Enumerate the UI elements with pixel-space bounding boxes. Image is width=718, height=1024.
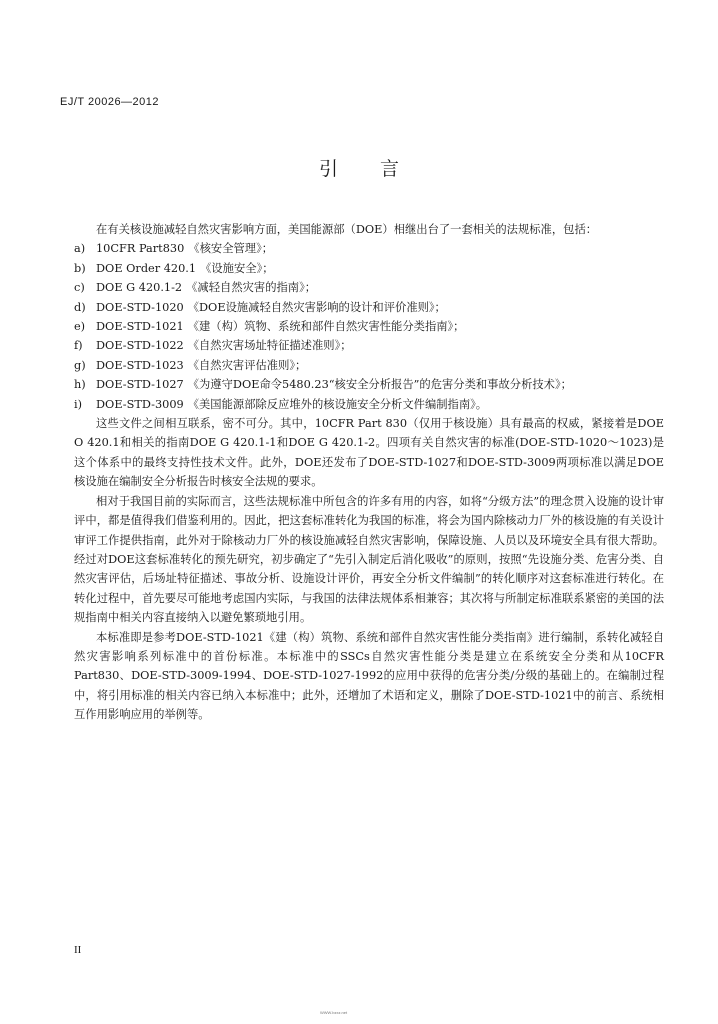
list-item-text: 《DOE设施减轻自然灾害影响的设计和评价准则》； xyxy=(187,300,446,314)
list-item-code: DOE G 420.1-2 xyxy=(96,281,183,295)
list-item-code: DOE-STD-1023 xyxy=(96,358,184,372)
list-item-code: DOE-STD-1022 xyxy=(96,339,184,353)
list-item-text: 《设施安全》； xyxy=(200,261,274,275)
list-item-label: h) xyxy=(74,378,86,392)
footer-watermark-text: WWW.bzxz.net xyxy=(320,1010,348,1015)
list-item-code: DOE-STD-3009 xyxy=(96,397,184,411)
list-item xyxy=(74,317,664,336)
list-item-label: d) xyxy=(74,300,86,314)
list-item xyxy=(74,259,664,278)
intro-paragraph: 在有关核设施减轻自然灾害影响方面，美国能源部（DOE）相继出台了一套相关的法规标准，包括： xyxy=(96,223,598,236)
list-item xyxy=(74,239,664,258)
list-item xyxy=(74,356,664,375)
list-item-text: 《美国能源部除反应堆外的核设施安全分析文件编制指南》。 xyxy=(187,397,488,411)
list-item-code: DOE-STD-1027 xyxy=(96,378,184,392)
list-item-label: f) xyxy=(74,339,83,353)
list-item-label: a) xyxy=(74,242,86,256)
list-item-label: c) xyxy=(74,281,85,295)
list-item-text: 《建（构）筑物、系统和部件自然灾害性能分类指南》； xyxy=(187,320,465,334)
list-item xyxy=(74,336,664,355)
list-item xyxy=(74,375,664,394)
list-item xyxy=(74,278,664,297)
standard-code-header: EJ/T 20026—2012 xyxy=(60,96,160,108)
paragraph-scope: 本标准即是参考DOE-STD-1021《建（构）筑物、系统和部件自然灾害性能分类指南》进行编制，系转化减轻自然灾害影响系列标准中的首份标准。本标准中的SSCs自然灾害性能分类是建立在系统安全分类和从10CFR Part830、DOE-STD-3009-1994、DOE-STD-1027-1992的应用中获得的危害分类/分级的基础上的。在编制过程中，将引用标准的相关内容已纳入本标准中；此外，还增加了术语和定义，删除了DOE-STD-1021中的前言、系统相互作用影响应用的举例等。 xyxy=(74,630,664,722)
list-item-code: DOE Order 420.1 xyxy=(96,261,197,275)
list-item-label: b) xyxy=(74,261,86,275)
document-body xyxy=(74,220,664,725)
list-item-code: 10CFR Part830 xyxy=(96,242,185,256)
list-item-text: 《自然灾害场址特征描述准则》； xyxy=(187,339,352,353)
standards-list xyxy=(74,239,664,414)
list-item-label: g) xyxy=(74,358,86,372)
list-item-text: 《自然灾害评估准则》； xyxy=(187,358,307,372)
list-item-label: i) xyxy=(74,397,83,411)
list-item-text: 《为遵守DOE命令5480.23“核安全分析报告”的危害分类和事故分析技术》； xyxy=(187,378,572,392)
list-item-text: 《核安全管理》； xyxy=(188,242,274,256)
paragraph-conversion: 相对于我国目前的实际而言，这些法规标准中所包含的许多有用的内容，如将“分级方法”的理念贯入设施的设计审评中，都是值得我们借鉴利用的。因此，把这套标准转化为我国的标准，将会为国内除核动力厂外的核设施的有关设计审评工作提供指南，此外对于除核动力厂外的核设施减轻自然灾害影响，保障设施、人员以及环境安全具有很大帮助。经过对DOE这套标准转化的预先研究，初步确定了“先引入制定后消化吸收”的原则，按照“先设施分类、危害分类、自然灾害评估，后场址特征描述、事故分析、设施设计评价，再安全分析文件编制”的转化顺序对这套标准进行转化。在转化过程中，首先要尽可能地考虑国内实际，与我国的法律法规体系相兼容；其次将与所制定标准联系紧密的美国的法规指南中相关内容直接纳入以避免繁琐地引用。 xyxy=(74,494,664,625)
list-item-label: e) xyxy=(74,320,86,334)
page-number: II xyxy=(74,944,82,956)
list-item xyxy=(74,395,664,414)
section-title: 引 言 xyxy=(318,158,418,180)
list-item-text: 《减轻自然灾害的指南》； xyxy=(186,281,317,295)
list-item-code: DOE-STD-1021 xyxy=(96,320,184,334)
list-item xyxy=(74,298,664,317)
paragraph-relationships: 这些文件之间相互联系，密不可分。其中，10CFR Part 830（仅用于核设施）具有最高的权威，紧接着是DOE O 420.1和相关的指南DOE G 420.1-1和DOE G 420.1-2。四项有关自然灾害的标准(DOE-STD-1020～1023)是这个体系中的最终支持性技术文件。此外，DOE还发布了DOE-STD-1027和DOE-STD-3009两项标准以满足DOE核设施在编制安全分析报告时核安全法规的要求。 xyxy=(74,417,664,489)
list-item-code: DOE-STD-1020 xyxy=(96,300,184,314)
